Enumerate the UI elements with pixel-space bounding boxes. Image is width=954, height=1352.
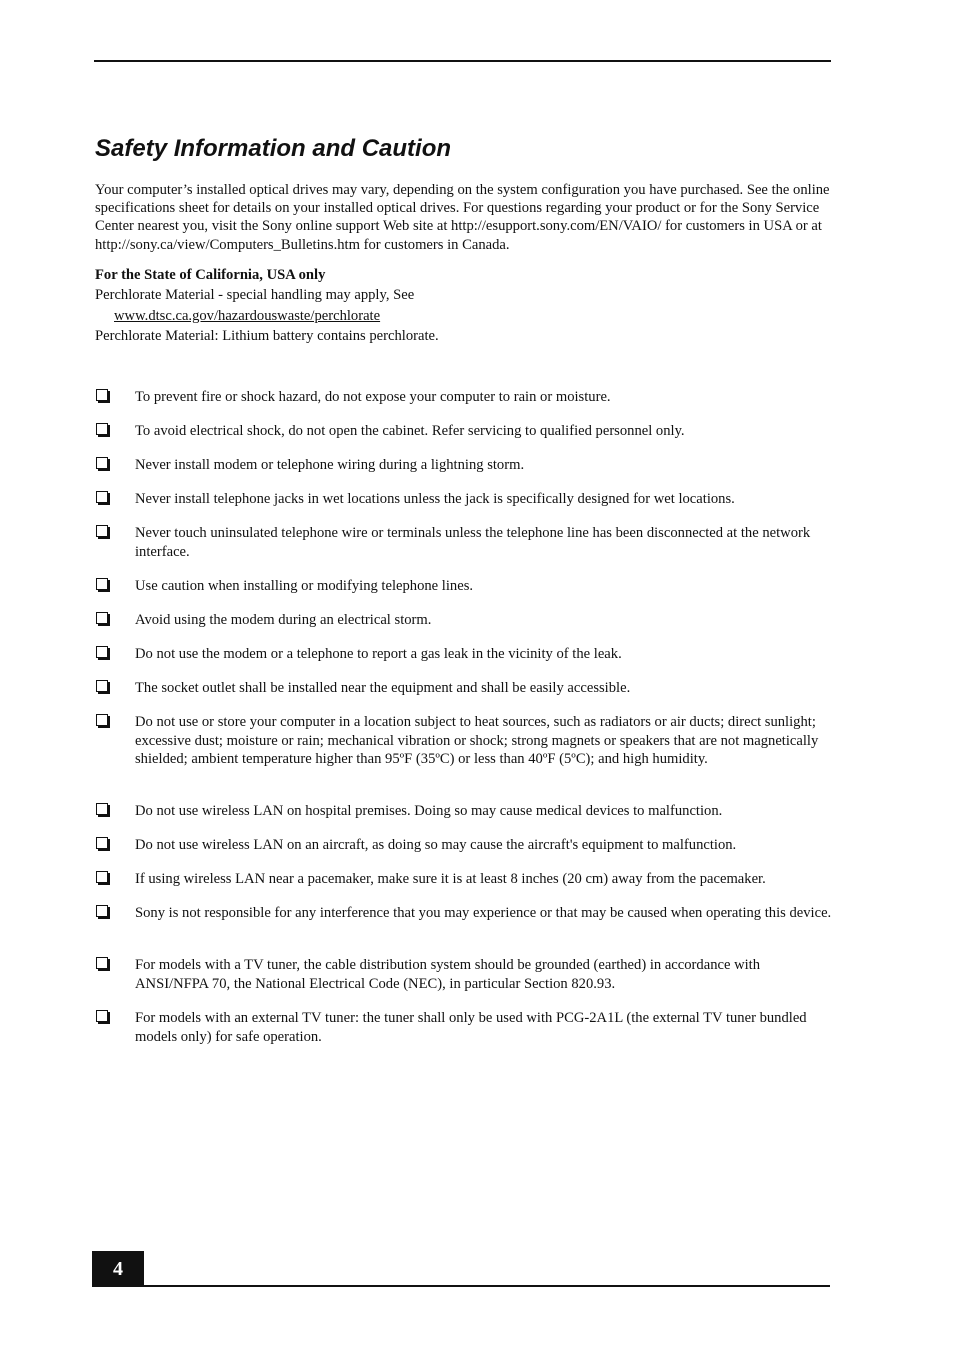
checkbox-bullet-icon bbox=[96, 525, 108, 537]
california-heading: For the State of California, USA only bbox=[95, 267, 326, 283]
perchlorate-link[interactable]: www.dtsc.ca.gov/hazardouswaste/perchlorate bbox=[114, 307, 381, 324]
safety-bullet-text: Do not use wireless LAN on an aircraft, as doing so may cause the aircraft's equipment to malfunction. bbox=[135, 837, 737, 853]
safety-bullet-text: To prevent fire or shock hazard, do not expose your computer to rain or moisture. bbox=[135, 389, 611, 405]
safety-bullet-item bbox=[95, 904, 835, 923]
safety-bullet-text: The socket outlet shall be installed near the equipment and shall be easily accessible. bbox=[135, 680, 631, 696]
safety-bullet-text: Use caution when installing or modifying telephone lines. bbox=[135, 578, 474, 594]
checkbox-bullet-icon bbox=[96, 714, 108, 726]
safety-bullet-text: Avoid using the modem during an electrical storm. bbox=[135, 612, 432, 628]
safety-bullet-text: Do not use or store your computer in a location subject to heat sources, such as radiators or air ducts; direct sunlight; excessive dust; moisture or rain; mechanical vibration or shock; strong magnets or speakers that are not magnetically shielded; ambient temperature higher than 95ºF (35ºC) or less than 40ºF (5ºC); and high humidity. bbox=[135, 714, 819, 768]
checkbox-bullet-icon bbox=[96, 646, 108, 658]
safety-bullet-text: For models with a TV tuner, the cable distribution system should be grounded (earthed) in accordance with ANSI/NFPA 70, the National Electrical Code (NEC), in particular Section 820.93. bbox=[135, 957, 761, 992]
safety-bullet-item bbox=[95, 870, 835, 889]
checkbox-bullet-icon bbox=[96, 457, 108, 469]
safety-bullet-item bbox=[95, 679, 835, 698]
safety-bullet-text: Do not use the modem or a telephone to report a gas leak in the vicinity of the leak. bbox=[135, 646, 622, 662]
checkbox-bullet-icon bbox=[96, 905, 108, 917]
safety-bullet-item bbox=[95, 577, 835, 596]
intro-paragraph: Your computer’s installed optical drives may vary, depending on the system configuration you have purchased. See the online specifications sheet for details on your installed optical drives. For questions regarding your product or for the Sony Service Center nearest you, visit the Sony online support Web site at http://esupport.sony.com/EN/VAIO/ for customers in USA or at http://sony.ca/view/Computers_Bulletins.htm for customers in Canada. bbox=[95, 182, 830, 253]
bottom-rule bbox=[92, 1285, 830, 1287]
safety-bullet-text: Never install telephone jacks in wet locations unless the jack is specifically designed for wet locations. bbox=[135, 491, 735, 507]
safety-bullet-item bbox=[95, 456, 835, 475]
checkbox-bullet-icon bbox=[96, 957, 108, 969]
perchlorate-handling-text: Perchlorate Material - special handling may apply, See bbox=[95, 287, 415, 304]
safety-bullet-item bbox=[95, 836, 835, 855]
safety-bullet-item bbox=[95, 645, 835, 664]
checkbox-bullet-icon bbox=[96, 680, 108, 692]
safety-bullet-item bbox=[95, 1009, 835, 1046]
safety-bullet-text: Sony is not responsible for any interference that you may experience or that may be caused when operating this device. bbox=[135, 905, 832, 921]
safety-bullet-item bbox=[95, 802, 835, 821]
checkbox-bullet-icon bbox=[96, 491, 108, 503]
safety-bullet-item bbox=[95, 490, 835, 509]
top-rule bbox=[94, 60, 831, 62]
safety-bullet-item bbox=[95, 611, 835, 630]
safety-bullet-item bbox=[95, 713, 835, 769]
checkbox-bullet-icon bbox=[96, 1010, 108, 1022]
checkbox-bullet-icon bbox=[96, 871, 108, 883]
page-title: Safety Information and Caution bbox=[95, 135, 452, 162]
safety-bullet-item bbox=[95, 388, 835, 407]
safety-bullet-item bbox=[95, 524, 835, 561]
checkbox-bullet-icon bbox=[96, 837, 108, 849]
safety-bullet-text: For models with an external TV tuner: the tuner shall only be used with PCG-2A1L (the external TV tuner bundled models only) for safe operation. bbox=[135, 1010, 807, 1045]
checkbox-bullet-icon bbox=[96, 803, 108, 815]
checkbox-bullet-icon bbox=[96, 578, 108, 590]
page-number: 4 bbox=[92, 1251, 144, 1287]
checkbox-bullet-icon bbox=[96, 389, 108, 401]
safety-bullet-text: Never touch uninsulated telephone wire or terminals unless the telephone line has been disconnected at the network interface. bbox=[135, 525, 811, 560]
checkbox-bullet-icon bbox=[96, 612, 108, 624]
safety-bullet-item bbox=[95, 956, 835, 993]
safety-bullet-text: Do not use wireless LAN on hospital premises. Doing so may cause medical devices to malfunction. bbox=[135, 803, 723, 819]
safety-bullet-text: If using wireless LAN near a pacemaker, make sure it is at least 8 inches (20 cm) away from the pacemaker. bbox=[135, 871, 766, 887]
california-notice bbox=[95, 265, 835, 347]
checkbox-bullet-icon bbox=[96, 423, 108, 435]
safety-bullet-text: Never install modem or telephone wiring during a lightning storm. bbox=[135, 457, 525, 473]
perchlorate-battery-text: Perchlorate Material: Lithium battery contains perchlorate. bbox=[95, 328, 439, 345]
safety-bullet-item bbox=[95, 422, 835, 441]
safety-bullet-text: To avoid electrical shock, do not open the cabinet. Refer servicing to qualified personnel only. bbox=[135, 423, 685, 439]
